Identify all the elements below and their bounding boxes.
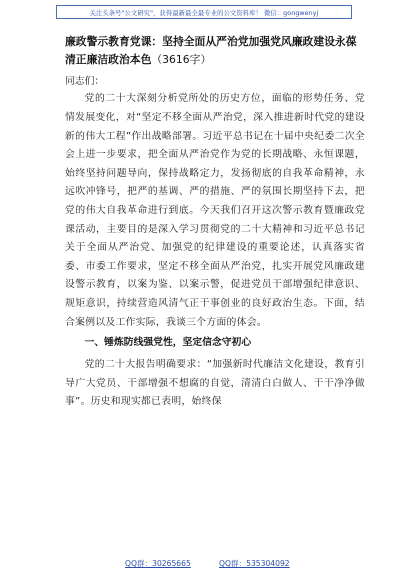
qq-group-link-1[interactable]: QQ群：30265665	[125, 559, 191, 568]
paragraph-2: 党的二十大报告明确要求：“加强新时代廉洁文化建设，教育引导广大党员、干部增强不想腐的自觉，清清白白做人、干干净净做事”。历史和现实都已表明，始终保	[65, 359, 365, 408]
document-title	[65, 33, 363, 68]
salutation: 同志们：	[65, 76, 105, 87]
document-body	[65, 73, 365, 412]
title-word-count: （3616字）	[151, 52, 212, 66]
paragraph-1: 党的二十大深刻分析党所处的历史方位，面临的形势任务、党情发展变化，对“坚定不移全面从严治党，深入推进新时代党的建设新的伟大工程”作出战略部署。习近平总书记在十届中央纪委二次全会上进一步要求，把全面从严治党作为党的长期战略、永恒课题，始终坚持问题导向，保持战略定力，发扬彻底的自我革命精神，永远吹冲锋号，把严的基调、严的措施、严的氛围长期坚持下去，把党的伟大自我革命进行到底。今天我们召开这次警示教育暨廉政党课活动，主要目的是深入学习贯彻党的二十大精神和习近平总书记关于全面从严治党、加强党的纪律建设的重要论述，认真落实省委、市委工作要求，坚定不移全面从严治党，扎实开展党风廉政建设警示教育，以案为鉴、以案示警，促进党员干部增强纪律意识、规矩意识，持续营造风清气正干事创业的良好政治生态。下面，结合案例以及工作实际，我谈三个方面的体会。	[65, 93, 365, 328]
section-1-heading: 一、锤炼防线强党性，坚定信念守初心	[84, 337, 252, 349]
qq-group-link-2[interactable]: QQ群：535304092	[219, 559, 290, 568]
banner-text: 关注头条号"公文研究"，获得最新最全最专业的公文资料库！ 微信：gongwenyj	[89, 9, 319, 17]
title-main: 廉政警示教育党课：坚持全面从严治党加强党风廉政建设永葆清正廉洁政治本色	[65, 35, 357, 66]
top-banner	[56, 5, 352, 19]
page-footer	[0, 558, 408, 572]
